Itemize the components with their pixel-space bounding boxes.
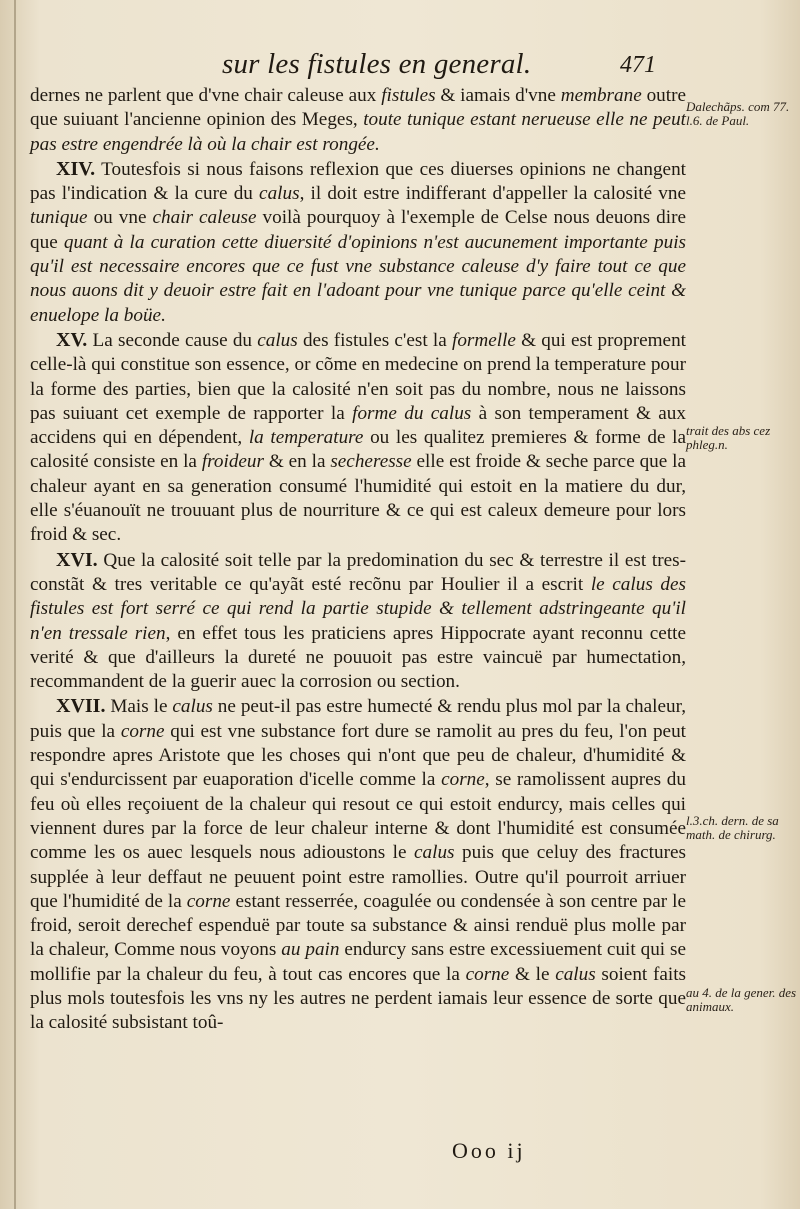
paragraph xyxy=(30,157,686,328)
text-run: & le xyxy=(509,963,556,985)
text-run: soient faits plus mols toutesfois les vns ny les autres ne perdent iamais leur essence de sorte que la calosité subsistant toû- xyxy=(30,963,686,1034)
italic-text: formelle xyxy=(451,329,516,351)
italic-text: chair caleuse xyxy=(152,207,257,229)
text-run: puis que celuy des fractures supplée à leur deffaut ne peuuent point estre ramollies. Outre qu'il pourroit arriuer que l'humidité de la xyxy=(30,842,686,912)
italic-text: corne xyxy=(465,963,510,985)
text-run: qui est vne substance fort dure se ramolit au pres du feu, l'on peut respondre apres Aristote que les choses qui n'ont que peu de chaleur, d'humidité & qui s'endurcissent par euaporation d'icelle comme la xyxy=(30,720,686,791)
text-run: , se ramolissent aupres du feu où elles reçoiuent de la chaleur qui resout ce qui estoit endurcy, mais celles qui viennent dures par la force de leur chaleur interne & dont l'humidité est consumée comme les os auec lesquels nous adioustons le xyxy=(30,769,686,864)
text-run: ou les qualitez premieres & forme de la calosité consiste en la xyxy=(30,427,687,473)
text-run: , il doit estre indifferant d'appeller la calosité vne xyxy=(299,183,686,205)
text-run: à son temperament & aux accidens qui en dépendent, xyxy=(30,402,686,449)
text-run: & iamais d'vne xyxy=(435,85,561,106)
text-run: La seconde cause du xyxy=(92,329,258,351)
page-header xyxy=(0,48,800,84)
text-run: des fistules c'est la xyxy=(297,329,452,351)
italic-text: calus xyxy=(257,329,298,351)
text-run: voilà pourquoy à l'exemple de Celse nous deuons dire que xyxy=(30,207,686,253)
italic-text: corne xyxy=(441,769,485,791)
binding-gutter xyxy=(14,0,16,1209)
section-number: XV. xyxy=(56,328,88,351)
text-run: Que la calosité soit telle par la predomination du sec & terrestre il est tres-constãt & tres veritable ce qu'ayãt esté recõnu par Houlier il a escrit xyxy=(30,549,686,595)
italic-text: calus xyxy=(172,696,213,718)
italic-text: tunique xyxy=(30,207,88,229)
italic-text: calus xyxy=(414,842,455,864)
text-run: ou vne xyxy=(87,207,153,229)
margin-note-math-chirurg: l.3.ch. dern. de sa math. de chirurg. xyxy=(686,813,779,842)
text-run: ne peut-il pas estre humecté & rendu plus mol par la chaleur, puis que la xyxy=(30,696,686,742)
italic-text: le calus des fistules est fort serré ce qui rend la partie stupide & tellement adstringeante qu'il n'en tressale rien xyxy=(30,573,686,644)
text-run: Toutesfois si nous faisons reflexion que ces diuerses opinions ne changent pas l'indication & la cure du xyxy=(30,158,686,205)
section-number: XVI. xyxy=(56,548,98,571)
italic-text: membrane xyxy=(560,85,642,106)
text-run: & en la xyxy=(264,451,331,473)
text-run: elle est froide & seche parce que la chaleur ayant en sa generation consumé l'humidité qui estoit en la matiere du dur, elle s'éuanouït ne trouuant plus de nourriture & ce qui est caleux demeure pour lors froid & sec. xyxy=(30,451,686,546)
paragraph xyxy=(30,548,686,695)
text-run: estant resserrée, coagulée ou condensée à son centre par le froid, seroit derechef espenduë par toute sa substance & ainsi renduë plus molle par la chaleur, Comme nous voyons xyxy=(30,890,687,961)
italic-text: corne xyxy=(120,720,165,742)
margin-note-dalechamps: Dalechãps. com 77. l.6. de Paul. xyxy=(686,99,790,128)
paragraph xyxy=(30,328,686,548)
italic-text: la temperature xyxy=(248,427,364,449)
signature-mark: Ooo ij xyxy=(452,1138,526,1163)
margin-note-abscez: trait des abs cez phleg.n. xyxy=(686,423,771,452)
paragraph xyxy=(30,694,686,1035)
margin-note-animaux: au 4. de la gener. des animaux. xyxy=(686,985,797,1014)
text-run: Mais le xyxy=(110,696,173,718)
italic-text: forme du calus xyxy=(352,402,472,424)
italic-text: fistules xyxy=(381,85,436,106)
text-run: & qui est proprement celle-là qui constitue son essence, or cõme en medecine on prend la temperature pour la forme des parties, bien que la calosité n'en soit pas du nombre, nous ne laissons pas suiuant cet exemple de rapporter la xyxy=(30,329,687,424)
italic-text: au pain xyxy=(281,939,340,961)
paragraph xyxy=(30,84,686,157)
italic-text: quant à la curation cette diuersité d'opinions n'est aucunement importante puis qu'il est necessaire encores que ce fust vne substance caleuse d'y faire tout ce que nous auons dit y deuoir estre fait en l'adoant pour vne tunique parce qu'elle ceint & enuelope la boüe. xyxy=(30,231,686,326)
italic-text: froideur xyxy=(201,451,264,473)
text-run: dernes ne parlent que d'vne chair caleuse aux xyxy=(30,85,382,106)
running-title: sur les fistules en general. xyxy=(222,48,532,80)
italic-text: secheresse xyxy=(330,451,412,473)
italic-text: corne xyxy=(186,890,231,912)
italic-text: calus xyxy=(555,963,596,985)
section-number: XVII. xyxy=(56,695,106,718)
italic-text: calus xyxy=(259,183,300,205)
text-run: endurcy sans estre excessiuement cuit qui se mollifie par la chaleur du feu, à tout cas encores que la xyxy=(30,939,686,985)
text-run: , en effet tous les praticiens apres Hippocrate ayant reconnu cette verité & que d'ailleurs la dureté ne pouuoit pas estre vaincuë par humectation, recommandent de la guerir auec la corrosion ou section. xyxy=(30,622,686,693)
italic-text: toute tunique estant nerueuse elle ne peut pas estre engendrée là où la chair est rongée. xyxy=(30,109,686,155)
section-number: XIV. xyxy=(56,157,96,180)
body-text xyxy=(30,84,686,1036)
text-run: outre que suiuant l'ancienne opinion des Meges, xyxy=(30,85,686,131)
page-number: 471 xyxy=(620,52,656,78)
